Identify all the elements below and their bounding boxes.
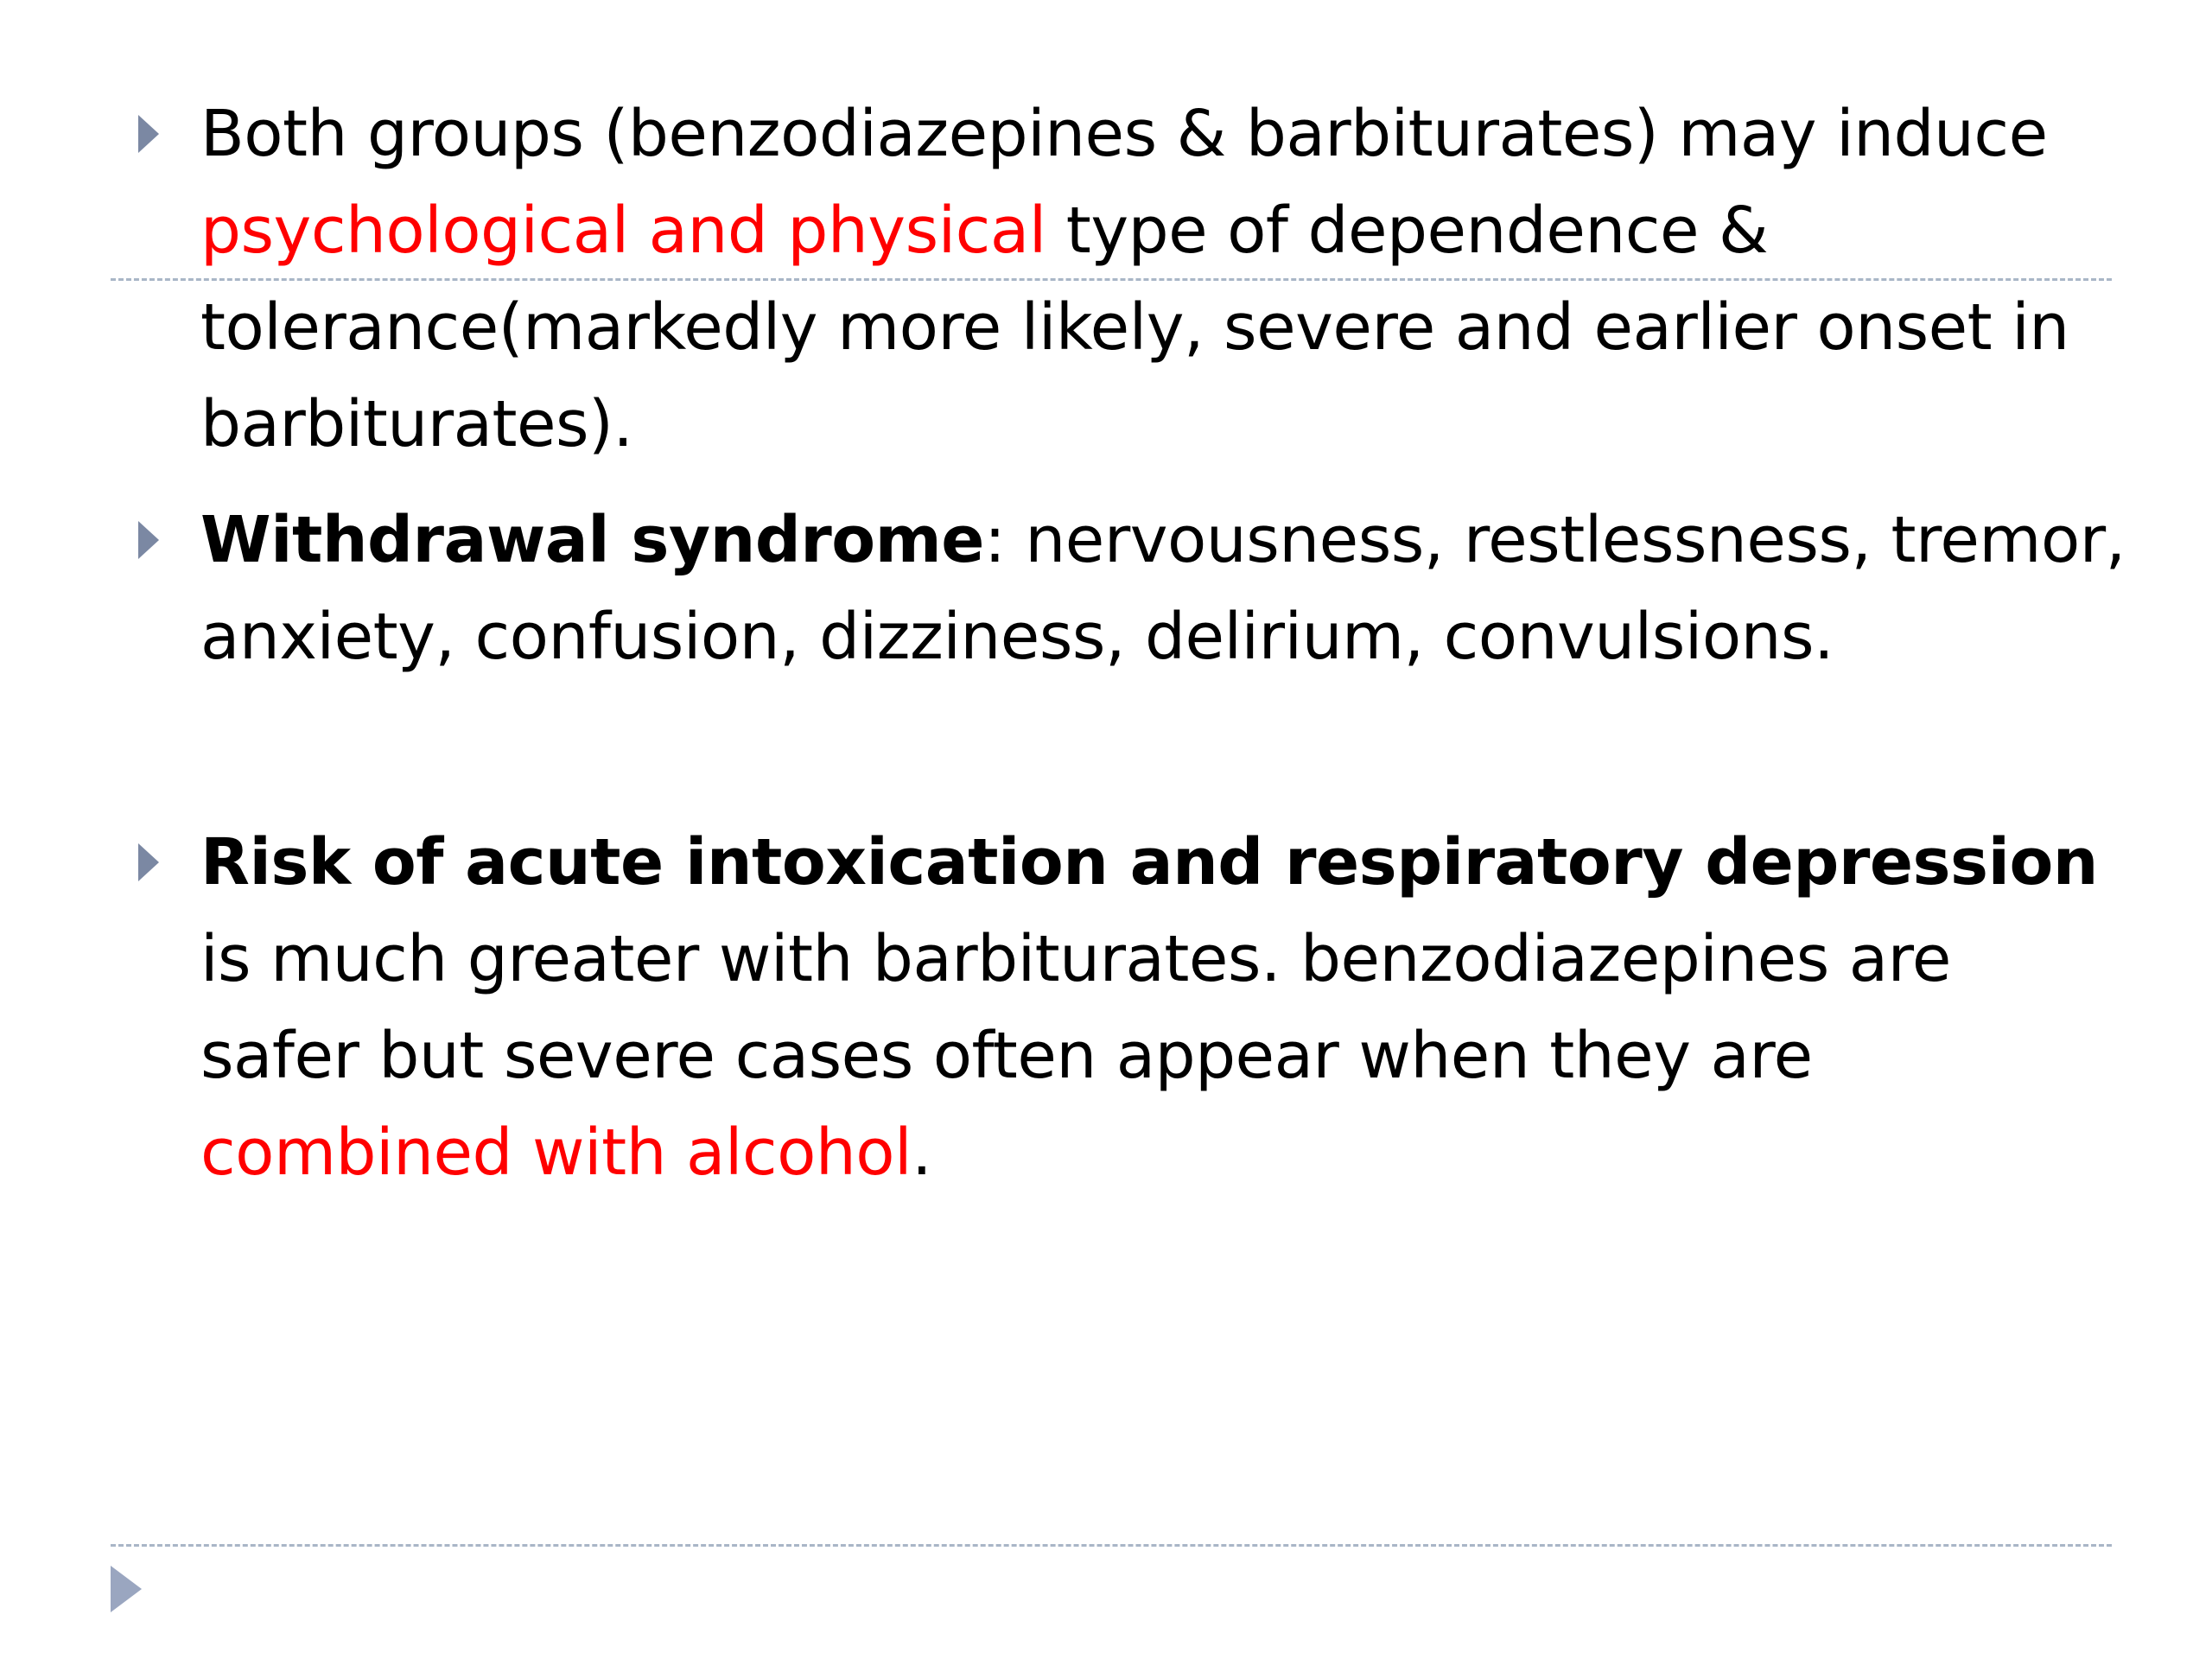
bullet-arrow-icon [138, 521, 159, 559]
dependence-highlight: psychological and physical [200, 194, 1046, 268]
withdrawal-heading: Withdrawal syndrome [200, 503, 984, 577]
bullet-dependence [200, 86, 2127, 473]
alcohol-highlight: combined with alcohol [200, 1116, 912, 1190]
bottom-divider [111, 1544, 2112, 1547]
bullet-arrow-icon [138, 115, 159, 153]
bullet-intoxication-risk [200, 814, 2127, 1201]
bullet-withdrawal [200, 492, 2127, 685]
intoxication-text: is much greater with barbiturates. benzodiazepines are safer but severe cases often appear when they are [200, 922, 1951, 1093]
bullet-arrow-icon [138, 843, 159, 881]
dependence-text-rest: type of dependence & tolerance(markedly more likely, severe and earlier onset in barbiturates). [200, 194, 2069, 461]
dependence-text-intro: Both groups (benzodiazepines & barbiturates) may induce [200, 97, 2048, 171]
footer-arrow-icon [111, 1566, 142, 1612]
withdrawal-symptoms: : nervousness, restlessness, tremor, anxiety, confusion, dizziness, delirium, convulsions. [200, 503, 2126, 674]
intoxication-heading: Risk of acute intoxication and respiratory depression [200, 825, 2098, 899]
intoxication-period: . [912, 1116, 932, 1190]
